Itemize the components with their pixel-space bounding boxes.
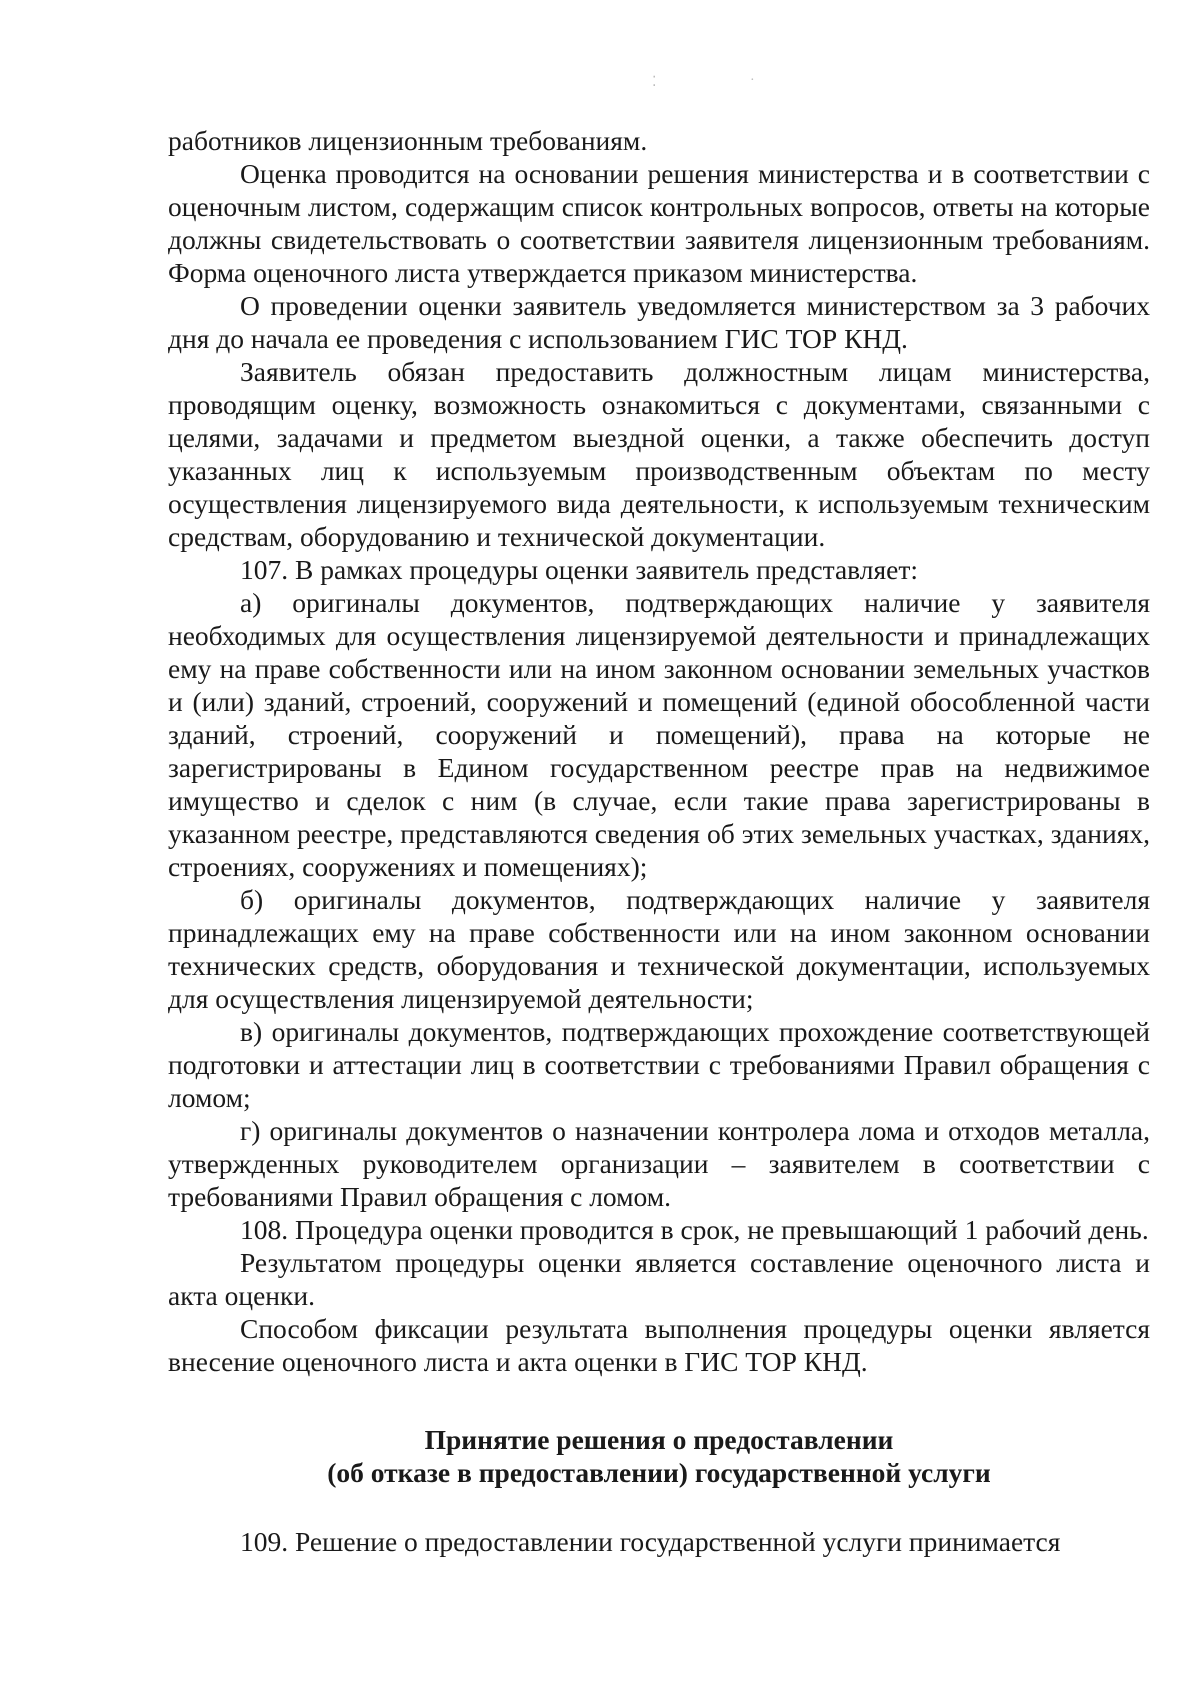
paragraph: г) оригиналы документов о назначении контролера лома и отходов металла, утвержденных руководителем организации – заявителем в соответствии с требованиями Правил обращения с ломом. (168, 1115, 1150, 1212)
scan-speck: ⁚ (652, 75, 657, 90)
paragraph: работников лицензионным требованиям. (168, 125, 648, 156)
section-heading-line-1: Принятие решения о предоставлении (424, 1424, 894, 1455)
paragraph: Способом фиксации результата выполнения процедуры оценки является внесение оценочного листа и акта оценки в ГИС ТОР КНД. (168, 1313, 1150, 1377)
paragraph: б) оригиналы документов, подтверждающих наличие у заявителя принадлежащих ему на праве собственности или на ином законном основании технических средств, оборудования и технической документации, используемых для осуществления лицензируемой деятельности; (168, 884, 1150, 1014)
document-body (168, 124, 1150, 1558)
paragraph: Результатом процедуры оценки является составление оценочного листа и акта оценки. (168, 1247, 1150, 1311)
paragraph: Оценка проводится на основании решения министерства и в соответствии с оценочным листом, содержащим список контрольных вопросов, ответы на которые должны свидетельствовать о соответствии заявителя лицензионным требованиям. Форма оценочного листа утверждается приказом министерства. (168, 158, 1150, 288)
paragraph: 108. Процедура оценки проводится в срок, не превышающий 1 рабочий день. (240, 1214, 1149, 1245)
paragraph: в) оригиналы документов, подтверждающих прохождение соответствующей подготовки и аттестации лиц в соответствии с требованиями Правил обращения с ломом; (168, 1016, 1150, 1113)
section-heading-line-2: (об отказе в предоставлении) государственной услуги (327, 1457, 991, 1488)
paragraphs-before-heading (168, 124, 1150, 1378)
paragraphs-after-heading (168, 1525, 1150, 1558)
paragraph: О проведении оценки заявитель уведомляется министерством за 3 рабочих дня до начала ее проведения с использованием ГИС ТОР КНД. (168, 290, 1150, 354)
section-heading (168, 1423, 1150, 1489)
paragraph: 109. Решение о предоставлении государственной услуги принимается (240, 1526, 1061, 1557)
paragraph: 107. В рамках процедуры оценки заявитель представляет: (240, 554, 919, 585)
paragraph: Заявитель обязан предоставить должностным лицам министерства, проводящим оценку, возможность ознакомиться с документами, связанными с целями, задачами и предметом выездной оценки, а также обеспечить доступ указанных лиц к используемым производственным объектам по месту осуществления лицензируемого вида деятельности, к используемым техническим средствам, оборудованию и технической документации. (168, 356, 1150, 552)
paragraph: а) оригиналы документов, подтверждающих наличие у заявителя необходимых для осуществления лицензируемой деятельности и принадлежащих ему на праве собственности или на ином законном основании земельных участков и (или) зданий, строений, сооружений и помещений (единой обособленной части зданий, строений, сооружений и помещений), права на которые не зарегистрированы в Едином государственном реестре прав на недвижимое имущество и сделок с ним (в случае, если такие права зарегистрированы в указанном реестре, представляются сведения об этих земельных участках, зданиях, строениях, сооружениях и помещениях); (168, 587, 1150, 882)
scan-speck: · (750, 73, 755, 88)
